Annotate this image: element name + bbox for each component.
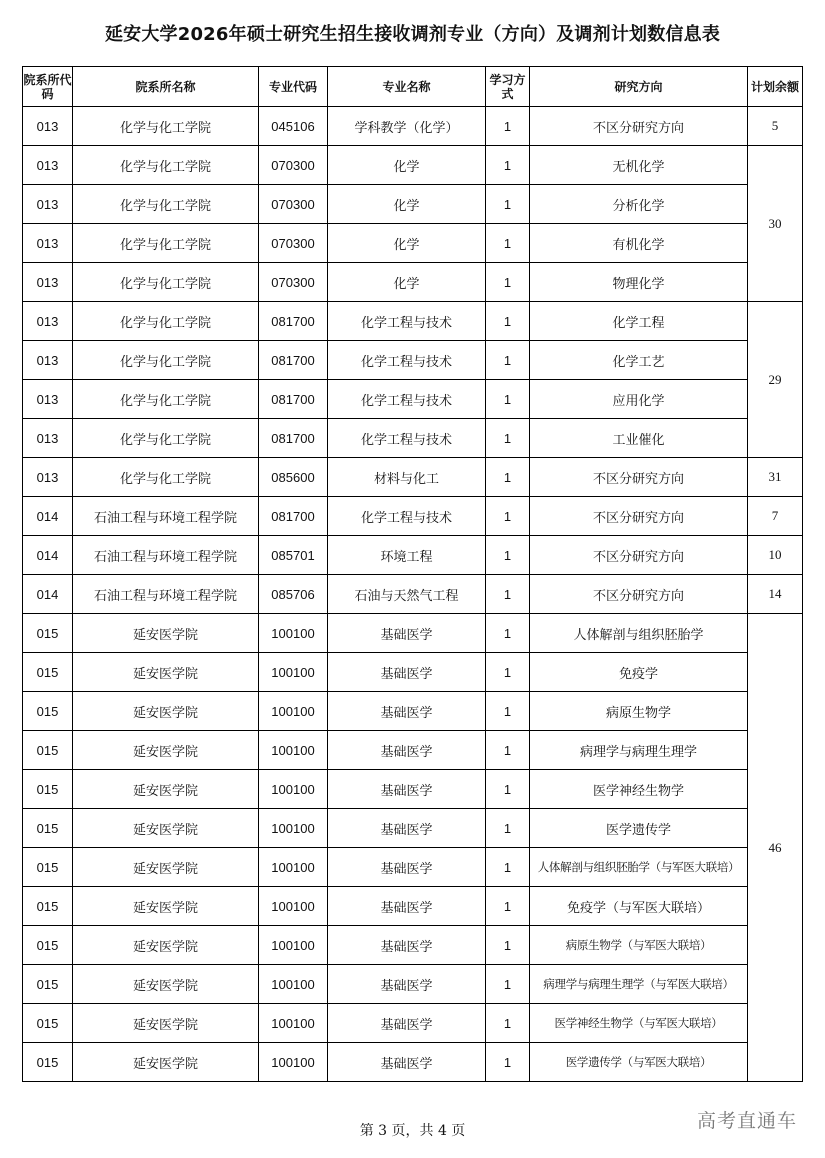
cell-dept-code: 015	[23, 731, 73, 770]
table-row	[23, 1004, 803, 1043]
cell-dept-code: 014	[23, 497, 73, 536]
cell-major-code: 070300	[259, 224, 328, 263]
cell-dept-name: 化学与化工学院	[73, 458, 259, 497]
cell-study-mode: 1	[486, 497, 530, 536]
table-row	[23, 419, 803, 458]
cell-dept-name: 石油工程与环境工程学院	[73, 575, 259, 614]
watermark: 高考直通车	[696, 1110, 797, 1132]
cell-direction: 免疫学（与军医大联培）	[530, 887, 748, 926]
cell-plan-balance: 31	[748, 458, 803, 497]
cell-plan-balance: 30	[748, 146, 803, 302]
cell-dept-name: 化学与化工学院	[73, 302, 259, 341]
cell-major-name: 基础医学	[328, 653, 486, 692]
cell-dept-code: 015	[23, 614, 73, 653]
cell-dept-name: 化学与化工学院	[73, 185, 259, 224]
cell-major-code: 070300	[259, 185, 328, 224]
header-dept-name: 院系所名称	[73, 67, 259, 107]
cell-major-code: 081700	[259, 302, 328, 341]
cell-dept-name: 延安医学院	[73, 926, 259, 965]
cell-major-name: 化学工程与技术	[328, 341, 486, 380]
adjustment-table	[22, 66, 803, 1082]
cell-dept-code: 013	[23, 107, 73, 146]
cell-study-mode: 1	[486, 107, 530, 146]
cell-dept-name: 石油工程与环境工程学院	[73, 497, 259, 536]
table-row	[23, 692, 803, 731]
cell-plan-balance: 29	[748, 302, 803, 458]
header-study-mode: 学习方式	[486, 67, 530, 107]
table-row	[23, 809, 803, 848]
cell-major-code: 100100	[259, 614, 328, 653]
cell-direction: 应用化学	[530, 380, 748, 419]
cell-direction: 病原生物学	[530, 692, 748, 731]
cell-major-code: 100100	[259, 770, 328, 809]
page-title: 延安大学2026年硕士研究生招生接收调剂专业（方向）及调剂计划数信息表	[104, 24, 721, 45]
cell-major-name: 化学工程与技术	[328, 419, 486, 458]
cell-plan-balance: 5	[748, 107, 803, 146]
cell-dept-name: 延安医学院	[73, 692, 259, 731]
cell-major-name: 基础医学	[328, 692, 486, 731]
table-row	[23, 887, 803, 926]
cell-study-mode: 1	[486, 926, 530, 965]
cell-dept-name: 延安医学院	[73, 1004, 259, 1043]
cell-study-mode: 1	[486, 614, 530, 653]
cell-study-mode: 1	[486, 848, 530, 887]
cell-study-mode: 1	[486, 302, 530, 341]
table-row	[23, 770, 803, 809]
table-header-row	[23, 67, 803, 107]
table-row	[23, 341, 803, 380]
cell-major-name: 化学	[328, 146, 486, 185]
cell-direction: 病原生物学（与军医大联培）	[530, 926, 748, 965]
cell-dept-code: 014	[23, 536, 73, 575]
cell-study-mode: 1	[486, 419, 530, 458]
table-row	[23, 926, 803, 965]
cell-major-code: 100100	[259, 887, 328, 926]
cell-study-mode: 1	[486, 185, 530, 224]
table-row	[23, 614, 803, 653]
cell-study-mode: 1	[486, 653, 530, 692]
cell-direction: 不区分研究方向	[530, 536, 748, 575]
cell-direction: 医学神经生物学（与军医大联培）	[530, 1004, 748, 1043]
table-row	[23, 536, 803, 575]
cell-major-name: 基础医学	[328, 809, 486, 848]
cell-major-code: 085706	[259, 575, 328, 614]
header-major-name: 专业名称	[328, 67, 486, 107]
cell-major-code: 081700	[259, 497, 328, 536]
table-row	[23, 185, 803, 224]
cell-major-name: 基础医学	[328, 848, 486, 887]
cell-dept-code: 013	[23, 302, 73, 341]
table-row	[23, 458, 803, 497]
cell-major-name: 化学	[328, 224, 486, 263]
cell-major-name: 基础医学	[328, 614, 486, 653]
cell-major-code: 100100	[259, 1043, 328, 1082]
table-row	[23, 653, 803, 692]
cell-major-code: 081700	[259, 341, 328, 380]
cell-dept-code: 015	[23, 770, 73, 809]
cell-direction: 无机化学	[530, 146, 748, 185]
cell-dept-code: 013	[23, 146, 73, 185]
cell-study-mode: 1	[486, 536, 530, 575]
cell-dept-code: 015	[23, 926, 73, 965]
cell-plan-balance: 10	[748, 536, 803, 575]
cell-direction: 医学神经生物学	[530, 770, 748, 809]
cell-study-mode: 1	[486, 692, 530, 731]
table-row	[23, 107, 803, 146]
table-row	[23, 146, 803, 185]
cell-direction: 化学工程	[530, 302, 748, 341]
cell-major-name: 石油与天然气工程	[328, 575, 486, 614]
cell-study-mode: 1	[486, 458, 530, 497]
cell-dept-name: 延安医学院	[73, 965, 259, 1004]
cell-direction: 不区分研究方向	[530, 497, 748, 536]
cell-direction: 医学遗传学	[530, 809, 748, 848]
cell-major-code: 100100	[259, 692, 328, 731]
table-row	[23, 497, 803, 536]
cell-major-name: 化学	[328, 263, 486, 302]
cell-major-name: 化学	[328, 185, 486, 224]
cell-direction: 人体解剖与组织胚胎学（与军医大联培）	[530, 848, 748, 887]
cell-direction: 工业催化	[530, 419, 748, 458]
cell-dept-name: 延安医学院	[73, 848, 259, 887]
cell-major-name: 基础医学	[328, 1004, 486, 1043]
cell-major-code: 100100	[259, 809, 328, 848]
cell-direction: 分析化学	[530, 185, 748, 224]
cell-study-mode: 1	[486, 146, 530, 185]
table-row	[23, 263, 803, 302]
cell-major-code: 100100	[259, 926, 328, 965]
cell-direction: 化学工艺	[530, 341, 748, 380]
cell-dept-name: 延安医学院	[73, 1043, 259, 1082]
cell-direction: 人体解剖与组织胚胎学	[530, 614, 748, 653]
cell-dept-code: 013	[23, 458, 73, 497]
cell-dept-code: 013	[23, 419, 73, 458]
cell-plan-balance: 46	[748, 614, 803, 1082]
cell-major-name: 基础医学	[328, 965, 486, 1004]
cell-dept-code: 015	[23, 887, 73, 926]
cell-direction: 不区分研究方向	[530, 107, 748, 146]
table-row	[23, 965, 803, 1004]
cell-study-mode: 1	[486, 380, 530, 419]
cell-major-name: 化学工程与技术	[328, 380, 486, 419]
cell-major-code: 100100	[259, 731, 328, 770]
cell-direction: 不区分研究方向	[530, 458, 748, 497]
cell-study-mode: 1	[486, 1043, 530, 1082]
cell-plan-balance: 14	[748, 575, 803, 614]
cell-major-code: 045106	[259, 107, 328, 146]
cell-major-code: 085701	[259, 536, 328, 575]
cell-study-mode: 1	[486, 224, 530, 263]
table-row	[23, 575, 803, 614]
cell-major-code: 100100	[259, 653, 328, 692]
cell-major-code: 070300	[259, 263, 328, 302]
cell-dept-code: 015	[23, 653, 73, 692]
cell-major-code: 081700	[259, 419, 328, 458]
cell-dept-code: 015	[23, 1043, 73, 1082]
page-footer: 第 3 页，共 4 页	[359, 1123, 466, 1139]
cell-direction: 医学遗传学（与军医大联培）	[530, 1043, 748, 1082]
cell-major-name: 基础医学	[328, 731, 486, 770]
cell-dept-name: 延安医学院	[73, 887, 259, 926]
cell-study-mode: 1	[486, 731, 530, 770]
table-body	[23, 107, 803, 1082]
cell-direction: 病理学与病理生理学（与军医大联培）	[530, 965, 748, 1004]
cell-major-name: 基础医学	[328, 887, 486, 926]
header-direction: 研究方向	[530, 67, 748, 107]
table-row	[23, 731, 803, 770]
table-row	[23, 380, 803, 419]
cell-major-name: 基础医学	[328, 770, 486, 809]
cell-dept-code: 015	[23, 1004, 73, 1043]
cell-study-mode: 1	[486, 965, 530, 1004]
cell-dept-name: 延安医学院	[73, 731, 259, 770]
cell-study-mode: 1	[486, 341, 530, 380]
cell-dept-code: 015	[23, 809, 73, 848]
cell-study-mode: 1	[486, 887, 530, 926]
cell-major-code: 100100	[259, 848, 328, 887]
table-row	[23, 224, 803, 263]
cell-dept-name: 延安医学院	[73, 653, 259, 692]
cell-dept-code: 015	[23, 848, 73, 887]
cell-dept-code: 013	[23, 185, 73, 224]
cell-dept-name: 化学与化工学院	[73, 224, 259, 263]
cell-study-mode: 1	[486, 809, 530, 848]
cell-major-name: 材料与化工	[328, 458, 486, 497]
cell-major-code: 081700	[259, 380, 328, 419]
cell-study-mode: 1	[486, 770, 530, 809]
cell-dept-code: 015	[23, 692, 73, 731]
cell-direction: 免疫学	[530, 653, 748, 692]
cell-plan-balance: 7	[748, 497, 803, 536]
cell-dept-code: 015	[23, 965, 73, 1004]
cell-dept-code: 014	[23, 575, 73, 614]
cell-dept-name: 化学与化工学院	[73, 380, 259, 419]
cell-study-mode: 1	[486, 263, 530, 302]
cell-dept-name: 化学与化工学院	[73, 146, 259, 185]
cell-dept-name: 化学与化工学院	[73, 419, 259, 458]
cell-dept-name: 化学与化工学院	[73, 341, 259, 380]
cell-dept-name: 延安医学院	[73, 614, 259, 653]
cell-dept-code: 013	[23, 263, 73, 302]
cell-direction: 物理化学	[530, 263, 748, 302]
cell-major-code: 100100	[259, 1004, 328, 1043]
table-row	[23, 302, 803, 341]
cell-direction: 不区分研究方向	[530, 575, 748, 614]
header-dept-code: 院系所代码	[23, 67, 73, 107]
cell-dept-code: 013	[23, 224, 73, 263]
cell-major-code: 070300	[259, 146, 328, 185]
cell-major-name: 环境工程	[328, 536, 486, 575]
header-plan: 计划余额	[748, 67, 803, 107]
cell-major-code: 085600	[259, 458, 328, 497]
cell-dept-name: 延安医学院	[73, 809, 259, 848]
cell-study-mode: 1	[486, 575, 530, 614]
cell-dept-name: 化学与化工学院	[73, 263, 259, 302]
cell-major-name: 学科教学（化学）	[328, 107, 486, 146]
cell-dept-code: 013	[23, 341, 73, 380]
cell-direction: 病理学与病理生理学	[530, 731, 748, 770]
cell-study-mode: 1	[486, 1004, 530, 1043]
cell-major-name: 基础医学	[328, 1043, 486, 1082]
cell-dept-name: 石油工程与环境工程学院	[73, 536, 259, 575]
table-row	[23, 1043, 803, 1082]
cell-dept-name: 化学与化工学院	[73, 107, 259, 146]
cell-major-name: 化学工程与技术	[328, 302, 486, 341]
cell-major-code: 100100	[259, 965, 328, 1004]
cell-major-name: 化学工程与技术	[328, 497, 486, 536]
cell-dept-name: 延安医学院	[73, 770, 259, 809]
table-row	[23, 848, 803, 887]
header-major-code: 专业代码	[259, 67, 328, 107]
cell-direction: 有机化学	[530, 224, 748, 263]
cell-major-name: 基础医学	[328, 926, 486, 965]
cell-dept-code: 013	[23, 380, 73, 419]
